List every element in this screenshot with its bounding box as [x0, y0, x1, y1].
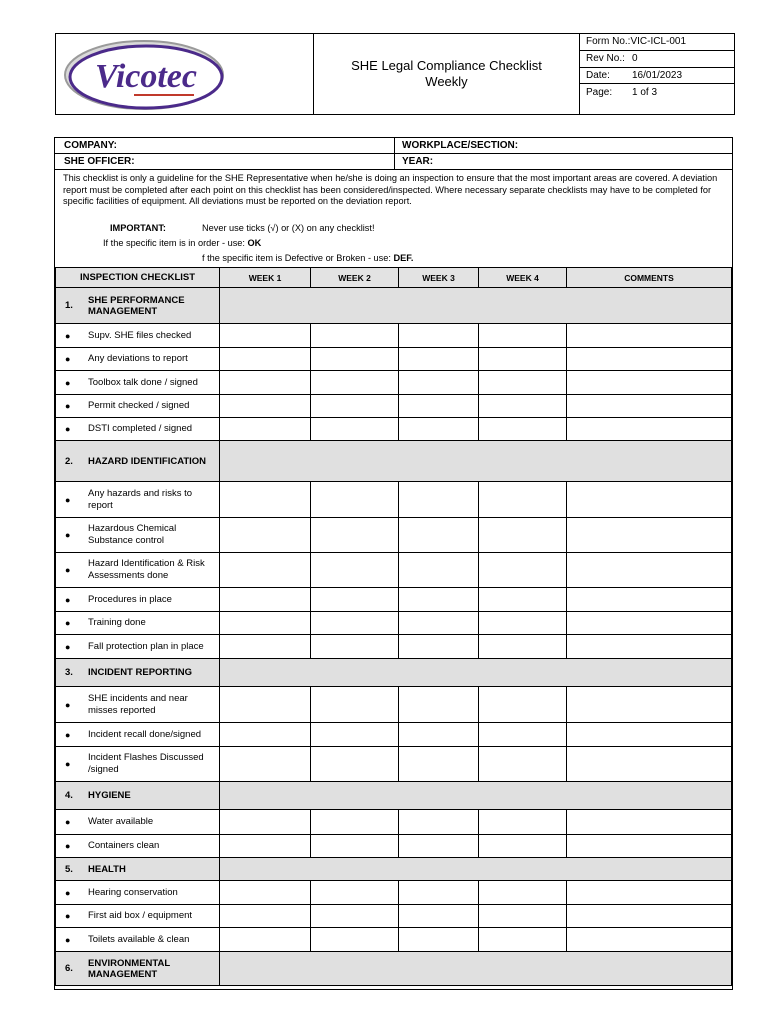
- workplace-field[interactable]: WORKPLACE/SECTION:: [402, 140, 519, 151]
- item-text: Hazardous Chemical Substance control: [88, 523, 177, 546]
- checklist-item-row: [56, 371, 732, 395]
- week-3-entry-cell[interactable]: [399, 324, 479, 348]
- week-1-entry-cell[interactable]: [220, 553, 311, 588]
- week-4-entry-cell[interactable]: [479, 348, 567, 371]
- week-3-entry-cell[interactable]: [399, 810, 479, 835]
- bullet-icon: ●: [65, 699, 71, 710]
- section-row: [56, 441, 732, 482]
- comments-entry-cell[interactable]: [567, 482, 732, 518]
- instructions-text: This checklist is only a guideline for the SHE Representative when he/she is doing an inspection to ensure that the most important areas are covered. A deviation report must be completed after each point on this checklist has been considered/inspected. Where necessary separate checklists may have to be completed for specific facilities of equipment. All deviations must be reported on the deviation report.: [63, 173, 718, 206]
- header-week-1: WEEK 1: [220, 268, 311, 288]
- item-label: [56, 488, 219, 512]
- week-1-entry-cell[interactable]: [220, 395, 311, 418]
- checklist-item-row: [56, 810, 732, 835]
- week-2-entry-cell[interactable]: [311, 747, 399, 782]
- week-2-entry-cell[interactable]: [311, 905, 399, 928]
- rule-def: [63, 253, 724, 265]
- item-text: First aid box / equipment: [88, 910, 193, 921]
- bullet-icon: ●: [65, 494, 71, 505]
- week-2-entry-cell[interactable]: [311, 635, 399, 659]
- section-name: ENVIRONMENTAL MANAGEMENT: [88, 957, 170, 980]
- checklist-item-row: [56, 612, 732, 635]
- week-4-entry-cell[interactable]: [479, 482, 567, 518]
- item-text: Toilets available & clean: [88, 933, 190, 945]
- item-text: Fall protection plan in place: [88, 640, 204, 652]
- meta-date: [580, 68, 734, 85]
- week-2-entry-cell[interactable]: [311, 810, 399, 835]
- checklist-item-row: [56, 395, 732, 418]
- meta-value: 0: [632, 53, 638, 65]
- section-spacer: [220, 952, 732, 986]
- meta-label: Form No.:: [586, 36, 631, 48]
- section-number: 3.: [65, 667, 73, 678]
- meta-value: 1 of 3: [632, 87, 658, 99]
- week-3-entry-cell[interactable]: [399, 747, 479, 782]
- bullet-icon: ●: [65, 887, 71, 898]
- bullet-icon: ●: [65, 530, 71, 540]
- section-row: [56, 858, 732, 881]
- item-text: Any deviations to report: [88, 353, 188, 364]
- header-week-2: WEEK 2: [311, 268, 399, 288]
- item-label: [56, 693, 219, 717]
- inspection-table: [55, 267, 732, 986]
- week-1-entry-cell[interactable]: [220, 371, 311, 395]
- week-4-entry-cell[interactable]: [479, 905, 567, 928]
- comments-entry-cell[interactable]: [567, 371, 732, 395]
- year-field[interactable]: YEAR:: [402, 156, 434, 167]
- item-label: [56, 353, 219, 365]
- item-label: [56, 377, 219, 389]
- rule-ok-text: If the specific item is in order - use:: [103, 238, 248, 248]
- bullet-icon: ●: [65, 594, 71, 605]
- meta-value: VIC-ICL-001: [630, 36, 687, 48]
- table-header-row: [56, 268, 732, 288]
- checklist-item-row: [56, 687, 732, 723]
- checklist-item-row: [56, 418, 732, 441]
- important-text: Never use ticks (√) or (X) on any checklist!: [202, 222, 375, 233]
- bullet-icon: ●: [65, 641, 71, 652]
- checklist-item-row: [56, 747, 732, 782]
- item-label: [56, 523, 219, 547]
- section-name: INCIDENT REPORTING: [88, 667, 192, 678]
- week-1-entry-cell[interactable]: [220, 723, 311, 747]
- bullet-icon: ●: [65, 759, 71, 769]
- rule-def-text: f the specific item is Defective or Broken - use:: [202, 252, 394, 263]
- week-4-entry-cell[interactable]: [479, 553, 567, 588]
- checklist-item-row: [56, 348, 732, 371]
- checklist-item-row: [56, 482, 732, 518]
- week-1-entry-cell[interactable]: [220, 612, 311, 635]
- meta-label: Rev No.:: [586, 53, 625, 65]
- info-row-officer: [55, 154, 732, 170]
- comments-entry-cell[interactable]: [567, 928, 732, 952]
- header-comments: COMMENTS: [567, 268, 732, 288]
- vicotec-logo: [62, 37, 227, 111]
- week-2-entry-cell[interactable]: [311, 371, 399, 395]
- section-label-cell: [56, 858, 220, 881]
- week-1-entry-cell[interactable]: [220, 905, 311, 928]
- item-text: Any hazards and risks to report: [88, 487, 193, 511]
- section-label-cell: [56, 952, 220, 986]
- item-label: [56, 423, 219, 435]
- checklist-item-row: [56, 518, 732, 553]
- item-label-cell: [56, 371, 220, 395]
- item-label-cell: [56, 348, 220, 371]
- checklist-item-row: [56, 723, 732, 747]
- section-title: [56, 790, 219, 801]
- section-label-cell: [56, 288, 220, 324]
- section-spacer: [220, 659, 732, 687]
- bullet-icon: ●: [65, 817, 71, 827]
- comments-entry-cell[interactable]: [567, 881, 732, 905]
- week-1-entry-cell[interactable]: [220, 881, 311, 905]
- rule-ok: [63, 238, 724, 250]
- bullet-icon: ●: [65, 330, 71, 341]
- bullet-icon: ●: [65, 729, 71, 740]
- section-label-cell: [56, 659, 220, 687]
- meta-form-no: [580, 34, 734, 51]
- bullet-icon: ●: [65, 565, 71, 575]
- meta-label: Date:: [586, 69, 610, 81]
- week-3-entry-cell[interactable]: [399, 723, 479, 747]
- item-label-cell: [56, 553, 220, 588]
- week-3-entry-cell[interactable]: [399, 553, 479, 588]
- important-label: IMPORTANT:: [110, 222, 166, 233]
- week-2-entry-cell[interactable]: [311, 928, 399, 952]
- week-2-entry-cell[interactable]: [311, 881, 399, 905]
- week-1-entry-cell[interactable]: [220, 518, 311, 553]
- week-4-entry-cell[interactable]: [479, 747, 567, 782]
- section-number: 2.: [65, 455, 73, 467]
- item-label-cell: [56, 635, 220, 659]
- item-label: [56, 840, 219, 852]
- section-name: HAZARD IDENTIFICATION: [88, 455, 207, 467]
- item-text: Hazard Identification & Risk Assessments done: [88, 558, 205, 581]
- week-1-entry-cell[interactable]: [220, 418, 311, 441]
- item-text: SHE incidents and near misses reported: [88, 692, 188, 716]
- comments-entry-cell[interactable]: [567, 418, 732, 441]
- week-3-entry-cell[interactable]: [399, 635, 479, 659]
- week-3-entry-cell[interactable]: [399, 588, 479, 612]
- week-4-entry-cell[interactable]: [479, 324, 567, 348]
- checklist-item-row: [56, 324, 732, 348]
- meta-label: Page:: [586, 87, 613, 99]
- item-label-cell: [56, 881, 220, 905]
- section-row: [56, 659, 732, 687]
- item-text: Training done: [88, 617, 146, 628]
- section-number: 1.: [65, 300, 73, 311]
- week-3-entry-cell[interactable]: [399, 482, 479, 518]
- item-label-cell: [56, 687, 220, 723]
- item-label-cell: [56, 482, 220, 518]
- item-label-cell: [56, 588, 220, 612]
- rule-ok-code: OK: [247, 238, 262, 248]
- item-label-cell: [56, 747, 220, 782]
- item-text: Supv. SHE files checked: [88, 329, 192, 341]
- bullet-icon: ●: [65, 618, 71, 628]
- week-4-entry-cell[interactable]: [479, 635, 567, 659]
- week-1-entry-cell[interactable]: [220, 482, 311, 518]
- logo-wordmark: Vicotec: [95, 58, 197, 95]
- section-title: [56, 667, 219, 678]
- header-week-4: WEEK 4: [479, 268, 567, 288]
- title-line-1: SHE Legal Compliance Checklist: [351, 58, 542, 73]
- week-1-entry-cell[interactable]: [220, 635, 311, 659]
- week-2-entry-cell[interactable]: [311, 324, 399, 348]
- week-3-entry-cell[interactable]: [399, 835, 479, 858]
- item-label: [56, 910, 219, 922]
- item-label: [56, 594, 219, 606]
- section-name: HEALTH: [88, 863, 126, 875]
- document-header: [55, 33, 735, 115]
- item-text: Procedures in place: [88, 593, 172, 605]
- item-label: [56, 729, 219, 741]
- section-title: [56, 958, 219, 980]
- week-2-entry-cell[interactable]: [311, 418, 399, 441]
- section-row: [56, 288, 732, 324]
- comments-entry-cell[interactable]: [567, 905, 732, 928]
- week-4-entry-cell[interactable]: [479, 371, 567, 395]
- bullet-icon: ●: [65, 377, 71, 388]
- section-row: [56, 952, 732, 986]
- section-spacer: [220, 288, 732, 324]
- item-label-cell: [56, 418, 220, 441]
- logo-cell: [56, 34, 314, 114]
- company-field[interactable]: COMPANY:: [55, 138, 395, 153]
- rule-def-code: DEF.: [393, 252, 414, 263]
- item-text: Permit checked / signed: [88, 400, 190, 411]
- week-2-entry-cell[interactable]: [311, 723, 399, 747]
- checklist-item-row: [56, 905, 732, 928]
- comments-entry-cell[interactable]: [567, 612, 732, 635]
- section-title: [56, 864, 219, 875]
- week-1-entry-cell[interactable]: [220, 928, 311, 952]
- comments-entry-cell[interactable]: [567, 687, 732, 723]
- week-3-entry-cell[interactable]: [399, 881, 479, 905]
- table-body: [56, 288, 732, 986]
- item-text: Toolbox talk done / signed: [88, 376, 198, 388]
- item-label-cell: [56, 810, 220, 835]
- meta-value: 16/01/2023: [632, 69, 683, 81]
- item-label-cell: [56, 395, 220, 418]
- comments-entry-cell[interactable]: [567, 747, 732, 782]
- section-label-cell: [56, 782, 220, 810]
- item-label: [56, 816, 219, 828]
- week-2-entry-cell[interactable]: [311, 835, 399, 858]
- week-1-entry-cell[interactable]: [220, 588, 311, 612]
- document-meta: [580, 34, 734, 114]
- week-3-entry-cell[interactable]: [399, 612, 479, 635]
- section-spacer: [220, 441, 732, 482]
- item-text: Containers clean: [88, 840, 160, 851]
- item-label-cell: [56, 723, 220, 747]
- week-2-entry-cell[interactable]: [311, 348, 399, 371]
- comments-entry-cell[interactable]: [567, 324, 732, 348]
- item-label: [56, 934, 219, 946]
- week-1-entry-cell[interactable]: [220, 747, 311, 782]
- item-text: Incident Flashes Discussed /signed: [88, 752, 204, 775]
- checklist-item-row: [56, 635, 732, 659]
- bullet-icon: ●: [65, 424, 71, 434]
- checklist-item-row: [56, 553, 732, 588]
- item-text: Water available: [88, 816, 154, 827]
- item-label-cell: [56, 612, 220, 635]
- week-3-entry-cell[interactable]: [399, 928, 479, 952]
- week-2-entry-cell[interactable]: [311, 687, 399, 723]
- checklist-item-row: [56, 588, 732, 612]
- bullet-icon: ●: [65, 401, 71, 411]
- week-3-entry-cell[interactable]: [399, 687, 479, 723]
- week-2-entry-cell[interactable]: [311, 518, 399, 553]
- item-label-cell: [56, 905, 220, 928]
- item-label-cell: [56, 835, 220, 858]
- checklist-item-row: [56, 881, 732, 905]
- section-number: 5.: [65, 863, 73, 875]
- section-name: SHE PERFORMANCE MANAGEMENT: [88, 294, 185, 317]
- comments-entry-cell[interactable]: [567, 810, 732, 835]
- week-1-entry-cell[interactable]: [220, 324, 311, 348]
- bullet-icon: ●: [65, 911, 71, 921]
- week-4-entry-cell[interactable]: [479, 687, 567, 723]
- week-3-entry-cell[interactable]: [399, 371, 479, 395]
- bullet-icon: ●: [65, 354, 71, 364]
- item-label-cell: [56, 518, 220, 553]
- comments-entry-cell[interactable]: [567, 518, 732, 553]
- important-note: [63, 223, 724, 235]
- week-4-entry-cell[interactable]: [479, 612, 567, 635]
- week-4-entry-cell[interactable]: [479, 835, 567, 858]
- week-2-entry-cell[interactable]: [311, 482, 399, 518]
- week-4-entry-cell[interactable]: [479, 518, 567, 553]
- week-4-entry-cell[interactable]: [479, 723, 567, 747]
- week-3-entry-cell[interactable]: [399, 418, 479, 441]
- week-1-entry-cell[interactable]: [220, 810, 311, 835]
- comments-entry-cell[interactable]: [567, 395, 732, 418]
- comments-entry-cell[interactable]: [567, 835, 732, 858]
- comments-entry-cell[interactable]: [567, 723, 732, 747]
- week-4-entry-cell[interactable]: [479, 928, 567, 952]
- week-3-entry-cell[interactable]: [399, 348, 479, 371]
- item-label: [56, 330, 219, 342]
- item-text: DSTI completed / signed: [88, 423, 193, 434]
- week-4-entry-cell[interactable]: [479, 881, 567, 905]
- week-3-entry-cell[interactable]: [399, 905, 479, 928]
- week-2-entry-cell[interactable]: [311, 395, 399, 418]
- instructions: [55, 170, 732, 267]
- header-week-3: WEEK 3: [399, 268, 479, 288]
- section-row: [56, 782, 732, 810]
- section-title: [56, 295, 219, 317]
- bullet-icon: ●: [65, 934, 71, 945]
- week-4-entry-cell[interactable]: [479, 588, 567, 612]
- bullet-icon: ●: [65, 841, 71, 851]
- checklist-item-row: [56, 928, 732, 952]
- section-number: 4.: [65, 790, 73, 801]
- week-1-entry-cell[interactable]: [220, 835, 311, 858]
- checklist-item-row: [56, 835, 732, 858]
- comments-entry-cell[interactable]: [567, 635, 732, 659]
- week-3-entry-cell[interactable]: [399, 518, 479, 553]
- section-spacer: [220, 858, 732, 881]
- week-1-entry-cell[interactable]: [220, 687, 311, 723]
- item-label: [56, 558, 219, 582]
- comments-entry-cell[interactable]: [567, 348, 732, 371]
- section-label-cell: [56, 441, 220, 482]
- week-4-entry-cell[interactable]: [479, 810, 567, 835]
- header-inspection-checklist: INSPECTION CHECKLIST: [56, 268, 220, 288]
- she-officer-field[interactable]: SHE OFFICER:: [55, 154, 395, 169]
- item-label: [56, 400, 219, 412]
- week-2-entry-cell[interactable]: [311, 612, 399, 635]
- section-spacer: [220, 782, 732, 810]
- item-label-cell: [56, 324, 220, 348]
- info-row-company: [55, 138, 732, 154]
- item-label: [56, 752, 219, 776]
- checklist-form: [54, 137, 733, 990]
- week-3-entry-cell[interactable]: [399, 395, 479, 418]
- title-line-2: Weekly: [425, 74, 468, 89]
- item-label-cell: [56, 928, 220, 952]
- section-number: 6.: [65, 963, 73, 974]
- week-4-entry-cell[interactable]: [479, 395, 567, 418]
- item-label: [56, 887, 219, 899]
- document-title: [314, 34, 580, 114]
- week-4-entry-cell[interactable]: [479, 418, 567, 441]
- week-2-entry-cell[interactable]: [311, 553, 399, 588]
- week-2-entry-cell[interactable]: [311, 588, 399, 612]
- meta-rev-no: [580, 51, 734, 68]
- section-title: [56, 456, 219, 467]
- comments-entry-cell[interactable]: [567, 553, 732, 588]
- item-text: Incident recall done/signed: [88, 728, 202, 740]
- item-label: [56, 641, 219, 653]
- item-text: Hearing conservation: [88, 886, 178, 898]
- comments-entry-cell[interactable]: [567, 588, 732, 612]
- meta-page: [580, 84, 734, 115]
- week-1-entry-cell[interactable]: [220, 348, 311, 371]
- section-name: HYGIENE: [88, 790, 131, 801]
- item-label: [56, 617, 219, 629]
